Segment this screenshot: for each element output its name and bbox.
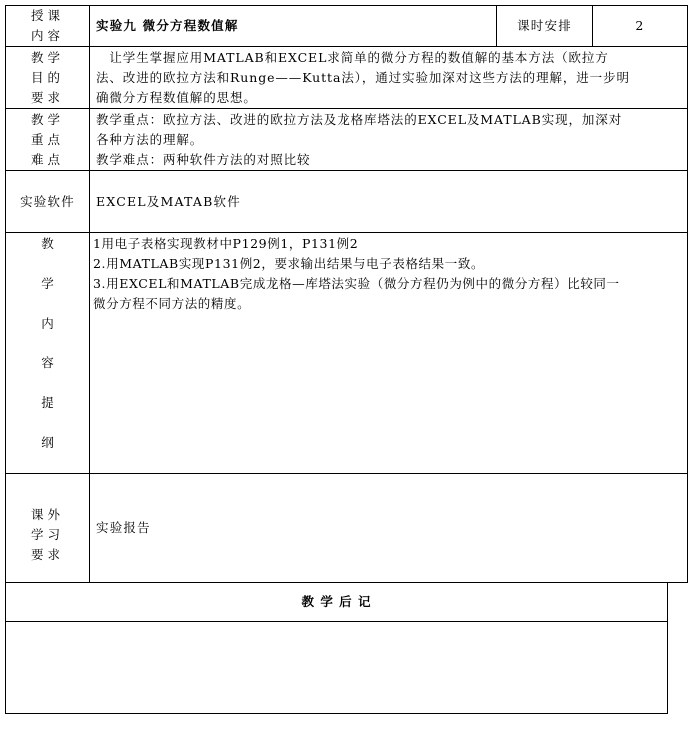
course-content-label-cell bbox=[6, 6, 89, 46]
software-label: 实验软件 bbox=[20, 193, 75, 209]
key-points-line: 教学重点：欧拉方法、改进的欧拉方法及龙格库塔法的EXCEL及MATLAB实现，加深对 bbox=[96, 112, 623, 127]
key-points-label-cell bbox=[6, 109, 89, 170]
key-points-line: 各种方法的理解。 bbox=[96, 132, 204, 147]
course-title: 实验九 微分方程数值解 bbox=[96, 18, 239, 33]
homework-label-line: 学习 bbox=[30, 527, 64, 542]
homework-label-line: 课外 bbox=[30, 507, 64, 522]
objectives-line: 法、改进的欧拉方法和Runge——Kutta法），通过实验加深对这些方法的理解，进一步明 bbox=[96, 70, 630, 85]
objectives-line: 确微分方程数值解的思想。 bbox=[96, 90, 257, 105]
homework-value: 实验报告 bbox=[96, 520, 151, 535]
homework-value-cell bbox=[96, 474, 686, 582]
postscript-border-bottom bbox=[5, 713, 668, 714]
objectives-label-cell bbox=[6, 47, 89, 108]
course-title-cell bbox=[96, 6, 494, 46]
postscript-title-cell bbox=[6, 583, 667, 621]
objectives-label-line: 要求 bbox=[30, 89, 64, 105]
key-points-label-line: 教学 bbox=[30, 111, 64, 127]
objectives-label-line: 教学 bbox=[30, 49, 64, 65]
key-points-label-line: 难点 bbox=[30, 151, 64, 167]
postscript-border-right bbox=[667, 582, 668, 714]
key-points-label-line: 重点 bbox=[30, 131, 64, 147]
homework-label-cell bbox=[6, 474, 89, 582]
outline-line: 1用电子表格实现教材中P129例1，P131例2 bbox=[93, 236, 359, 251]
outline-line: 微分方程不同方法的精度。 bbox=[93, 296, 251, 311]
outline-content-cell bbox=[93, 233, 686, 473]
objectives-line: 让学生掌握应用MATLAB和EXCEL求简单的微分方程的数值解的基本方法（欧拉方 bbox=[96, 50, 609, 65]
outline-label-char: 学 bbox=[41, 275, 54, 291]
software-value-cell bbox=[96, 171, 686, 232]
hours-label-cell bbox=[497, 6, 592, 46]
key-points-content-cell bbox=[96, 109, 686, 170]
key-points-line: 教学难点：两种软件方法的对照比较 bbox=[96, 152, 311, 167]
hours-value: 2 bbox=[635, 18, 645, 33]
postscript-title: 教 学 后 记 bbox=[301, 594, 372, 609]
outline-label-cell bbox=[6, 233, 89, 473]
course-content-label-line: 授课 bbox=[30, 8, 64, 23]
course-content-label-line: 内容 bbox=[30, 28, 64, 43]
software-value: EXCEL及MATAB软件 bbox=[96, 193, 241, 209]
outline-label-char: 容 bbox=[41, 355, 54, 371]
outline-label-char: 内 bbox=[41, 315, 54, 331]
homework-label-line: 要求 bbox=[30, 547, 64, 562]
outline-label-char: 纲 bbox=[41, 435, 54, 451]
label-column-divider bbox=[89, 5, 90, 583]
outline-label-char: 教 bbox=[41, 236, 54, 251]
objectives-content-cell bbox=[96, 47, 686, 108]
outline-label-char: 提 bbox=[41, 395, 54, 411]
postscript-content-area[interactable] bbox=[6, 622, 667, 713]
hours-label: 课时安排 bbox=[517, 18, 572, 33]
outline-line: 2.用MATLAB实现P131例2，要求输出结果与电子表格结果一致。 bbox=[93, 256, 485, 271]
table-border-right bbox=[687, 5, 688, 583]
outline-line: 3.用EXCEL和MATLAB完成龙格—库塔法实验（微分方程仍为例中的微分方程）比较同一 bbox=[93, 276, 620, 291]
software-label-cell bbox=[6, 171, 89, 232]
hours-value-cell bbox=[593, 6, 687, 46]
objectives-label-line: 目的 bbox=[30, 69, 64, 85]
